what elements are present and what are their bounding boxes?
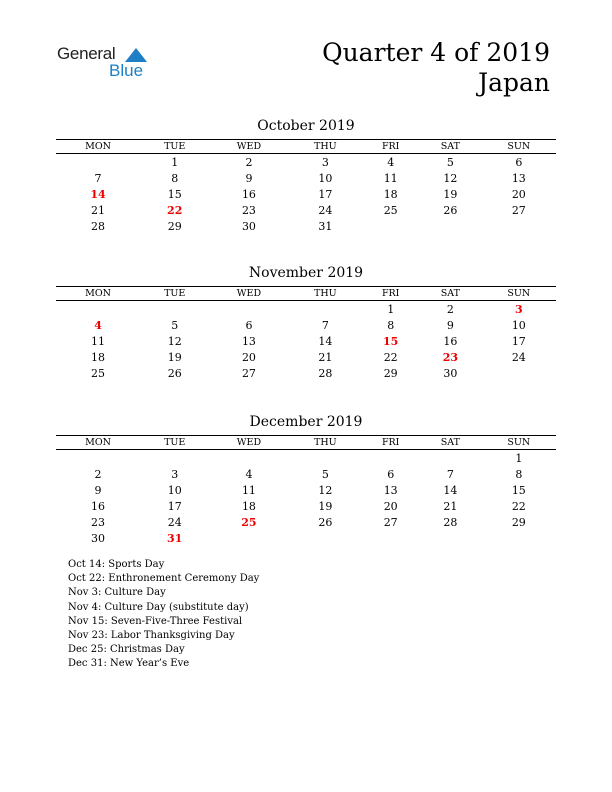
weekday-header-row: [56, 140, 556, 154]
day-cell: 24: [318, 203, 333, 217]
day-cell: 3: [514, 302, 523, 316]
weekday-header: MON: [56, 140, 140, 154]
day-cell: 2: [446, 302, 454, 316]
month-grid: [56, 435, 556, 546]
day-cell: 20: [383, 499, 398, 513]
day-cell: 12: [167, 334, 182, 348]
week-row: [56, 498, 556, 514]
day-cell: 20: [241, 350, 256, 364]
holiday-item: Oct 14: Sports Day: [68, 559, 165, 570]
day-cell: 28: [443, 515, 458, 529]
empty-day-cell: [419, 530, 481, 546]
day-cell: 28: [91, 219, 106, 233]
empty-day-cell: [209, 530, 288, 546]
empty-day-cell: [289, 450, 363, 467]
weekday-header: THU: [289, 287, 363, 301]
day-cell: 16: [241, 187, 256, 201]
day-cell: 30: [443, 366, 458, 380]
day-cell: 27: [241, 366, 256, 380]
empty-day-cell: [56, 301, 140, 318]
week-row: [56, 365, 556, 381]
week-row: [56, 218, 556, 234]
empty-day-cell: [289, 301, 363, 318]
empty-day-cell: [482, 530, 556, 546]
day-cell: 4: [245, 467, 253, 481]
day-cell: 13: [241, 334, 256, 348]
holiday-item: Nov 3: Culture Day: [68, 587, 166, 599]
weekday-header: WED: [209, 140, 288, 154]
day-cell: 17: [167, 499, 182, 513]
day-cell: 22: [511, 499, 526, 513]
day-cell: 7: [446, 467, 454, 481]
day-cell: 15: [167, 187, 182, 201]
empty-day-cell: [56, 154, 140, 171]
day-cell: 3: [171, 467, 179, 481]
empty-day-cell: [289, 530, 363, 546]
week-row: [56, 186, 556, 202]
holiday-item: Oct 22: Enthronement Ceremony Day: [68, 573, 260, 585]
day-cell: 25: [383, 203, 398, 217]
day-cell: 2: [245, 155, 253, 169]
day-cell: 14: [90, 187, 106, 201]
day-cell: 23: [91, 515, 106, 529]
day-cell: 5: [321, 467, 329, 481]
weekday-header: TUE: [140, 140, 209, 154]
day-cell: 3: [321, 155, 329, 169]
week-row: [56, 202, 556, 218]
day-cell: 6: [245, 318, 253, 332]
day-cell: 18: [91, 350, 106, 364]
day-cell: 17: [511, 334, 526, 348]
empty-day-cell: [482, 218, 556, 234]
month-calendar-october: [56, 118, 556, 234]
week-row: [56, 154, 556, 171]
day-cell: 1: [171, 155, 179, 169]
day-cell: 5: [171, 318, 179, 332]
day-cell: 30: [241, 219, 256, 233]
day-cell: 8: [387, 318, 395, 332]
day-cell: 21: [91, 203, 106, 217]
day-cell: 16: [443, 334, 458, 348]
page-title: [322, 38, 550, 98]
day-cell: 6: [387, 467, 395, 481]
day-cell: 1: [515, 451, 523, 465]
holiday-item: Nov 4: Culture Day (substitute day): [68, 601, 249, 613]
weekday-header-row: [56, 287, 556, 301]
week-row: [56, 301, 556, 318]
empty-day-cell: [362, 450, 419, 467]
day-cell: 17: [318, 187, 333, 201]
empty-day-cell: [362, 530, 419, 546]
title-country: Japan: [478, 68, 550, 97]
day-cell: 1: [387, 302, 395, 316]
day-cell: 9: [94, 483, 102, 497]
weekday-header: FRI: [362, 287, 419, 301]
day-cell: 26: [318, 515, 333, 529]
day-cell: 14: [443, 483, 458, 497]
empty-day-cell: [209, 301, 288, 318]
day-cell: 19: [167, 350, 182, 364]
weekday-header: MON: [56, 436, 140, 450]
weekday-header: SAT: [419, 140, 481, 154]
day-cell: 13: [511, 171, 526, 185]
week-row: [56, 317, 556, 333]
month-grid: [56, 286, 556, 381]
weekday-header: SAT: [419, 436, 481, 450]
day-cell: 8: [171, 171, 179, 185]
holiday-item: Nov 15: Seven-Five-Three Festival: [68, 615, 243, 627]
holiday-item: Dec 31: New Year’s Eve: [68, 658, 190, 670]
day-cell: 20: [511, 187, 526, 201]
day-cell: 7: [321, 318, 329, 332]
day-cell: 30: [91, 531, 106, 545]
day-cell: 28: [318, 366, 333, 380]
day-cell: 23: [442, 350, 459, 364]
month-calendar-december: [56, 414, 556, 546]
title-quarter: Quarter 4 of 2019: [322, 38, 550, 67]
day-cell: 22: [167, 203, 183, 217]
day-cell: 4: [387, 155, 395, 169]
day-cell: 5: [446, 155, 454, 169]
empty-day-cell: [419, 218, 481, 234]
weekday-header: WED: [209, 436, 288, 450]
day-cell: 29: [383, 366, 398, 380]
day-cell: 21: [318, 350, 333, 364]
day-cell: 21: [443, 499, 458, 513]
day-cell: 23: [241, 203, 256, 217]
day-cell: 25: [241, 515, 257, 529]
day-cell: 13: [383, 483, 398, 497]
week-row: [56, 170, 556, 186]
day-cell: 10: [318, 171, 333, 185]
empty-day-cell: [140, 450, 209, 467]
day-cell: 18: [241, 499, 256, 513]
day-cell: 11: [383, 171, 398, 185]
week-row: [56, 333, 556, 349]
month-calendar-november: [56, 265, 556, 381]
weekday-header: FRI: [362, 140, 419, 154]
day-cell: 29: [167, 219, 182, 233]
day-cell: 16: [91, 499, 106, 513]
day-cell: 15: [383, 334, 399, 348]
weekday-header: WED: [209, 287, 288, 301]
day-cell: 12: [443, 171, 458, 185]
empty-day-cell: [362, 218, 419, 234]
day-cell: 25: [91, 366, 106, 380]
empty-day-cell: [209, 450, 288, 467]
empty-day-cell: [419, 450, 481, 467]
weekday-header: THU: [289, 436, 363, 450]
weekday-header: THU: [289, 140, 363, 154]
empty-day-cell: [140, 301, 209, 318]
day-cell: 6: [515, 155, 523, 169]
day-cell: 31: [167, 531, 183, 545]
day-cell: 10: [511, 318, 526, 332]
day-cell: 4: [94, 318, 102, 332]
empty-day-cell: [56, 450, 140, 467]
generalblue-logo: [57, 44, 157, 84]
month-name: November 2019: [248, 265, 364, 281]
day-cell: 27: [511, 203, 526, 217]
holiday-item: Dec 25: Christmas Day: [68, 644, 185, 656]
day-cell: 24: [167, 515, 182, 529]
day-cell: 27: [383, 515, 398, 529]
weekday-header: FRI: [362, 436, 419, 450]
day-cell: 2: [94, 467, 102, 481]
week-row: [56, 482, 556, 498]
day-cell: 12: [318, 483, 333, 497]
day-cell: 18: [383, 187, 398, 201]
day-cell: 26: [167, 366, 182, 380]
month-name: October 2019: [257, 118, 355, 134]
day-cell: 9: [446, 318, 454, 332]
day-cell: 19: [318, 499, 333, 513]
logo-text-blue: Blue: [109, 61, 144, 80]
day-cell: 24: [511, 350, 526, 364]
empty-day-cell: [482, 365, 556, 381]
logo-text-general: General: [57, 44, 116, 63]
weekday-header: TUE: [140, 287, 209, 301]
weekday-header: SAT: [419, 287, 481, 301]
logo-triangle-icon: [125, 46, 147, 62]
holiday-item: Nov 23: Labor Thanksgiving Day: [68, 630, 235, 642]
weekday-header: MON: [56, 287, 140, 301]
week-row: [56, 450, 556, 467]
month-grid: [56, 139, 556, 234]
weekday-header-row: [56, 436, 556, 450]
weekday-header: SUN: [482, 436, 556, 450]
day-cell: 15: [511, 483, 526, 497]
day-cell: 7: [94, 171, 102, 185]
week-row: [56, 349, 556, 365]
weekday-header: TUE: [140, 436, 209, 450]
day-cell: 9: [245, 171, 253, 185]
day-cell: 11: [91, 334, 106, 348]
weekday-header: SUN: [482, 140, 556, 154]
week-row: [56, 466, 556, 482]
month-name: December 2019: [249, 414, 363, 430]
day-cell: 31: [318, 219, 333, 233]
day-cell: 8: [515, 467, 523, 481]
day-cell: 22: [383, 350, 398, 364]
holiday-list: [68, 558, 259, 672]
day-cell: 10: [167, 483, 182, 497]
day-cell: 11: [241, 483, 256, 497]
day-cell: 26: [443, 203, 458, 217]
day-cell: 14: [318, 334, 333, 348]
week-row: [56, 514, 556, 530]
day-cell: 19: [443, 187, 458, 201]
weekday-header: SUN: [482, 287, 556, 301]
day-cell: 29: [511, 515, 526, 529]
week-row: [56, 530, 556, 546]
